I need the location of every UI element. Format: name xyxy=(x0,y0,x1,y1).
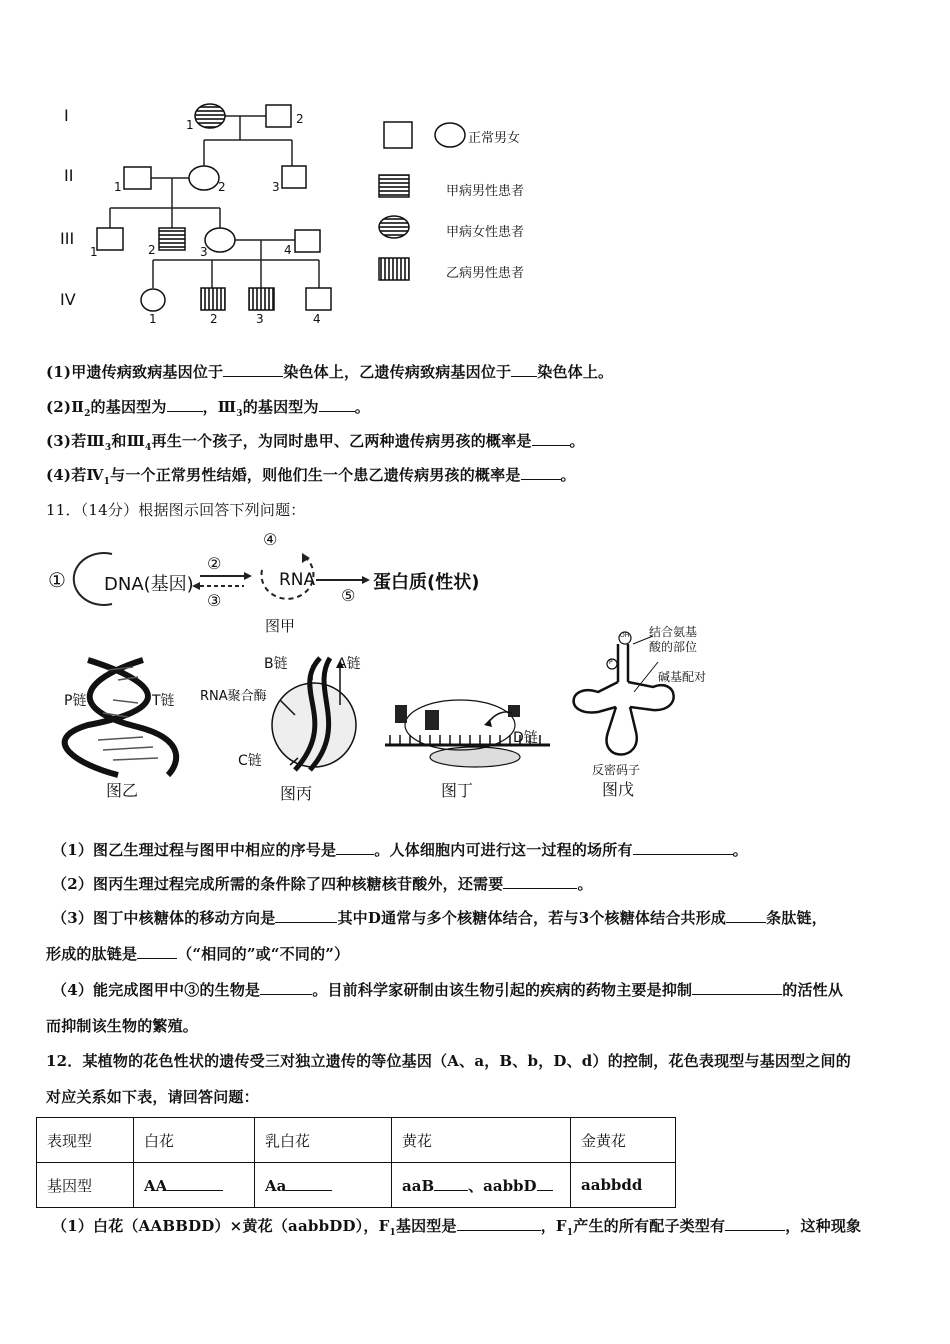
label-c5: ⑤ xyxy=(341,586,356,605)
q12-heading-2: 对应关系如下表，请回答问题： xyxy=(46,1088,259,1106)
label-c4: ④ xyxy=(263,530,278,549)
member-number: 4 xyxy=(313,312,321,326)
legend-normal-label: 正常男女 xyxy=(468,131,521,146)
answer-blank[interactable] xyxy=(275,907,337,923)
member-number: 3 xyxy=(272,180,280,194)
text: 的基因型为 xyxy=(242,398,319,416)
answer-blank[interactable] xyxy=(692,979,782,995)
text: (1)甲遗传病致病基因位于 xyxy=(46,363,224,381)
legend-a-male-label: 甲病男性患者 xyxy=(446,184,525,199)
text: 形成的肽链是 xyxy=(46,945,138,963)
table-row xyxy=(37,1163,676,1208)
text: ，这种现象 xyxy=(785,1217,862,1235)
text: 3 xyxy=(578,909,590,927)
label-rna-polymerase: RNA聚合酶 xyxy=(200,689,267,704)
text: 。目前科学家研制由该生物引起的疾病的药物主要是抑制 xyxy=(312,981,693,999)
text: 。 xyxy=(577,875,593,893)
legend-normal-female-symbol xyxy=(435,123,465,147)
table-row xyxy=(37,1118,676,1163)
text: （2）图丙生理过程完成所需的条件除了四种核糖核苷酸外，还需要 xyxy=(52,875,504,893)
cell-text: 、aabbD xyxy=(468,1176,537,1195)
label-t-chain: T链 xyxy=(152,693,175,709)
member-number: 4 xyxy=(284,243,292,257)
label-protein: 蛋白质(性状) xyxy=(373,572,480,593)
table-cell xyxy=(392,1163,571,1208)
answer-blank[interactable] xyxy=(286,1175,332,1191)
member-number: 1 xyxy=(114,180,122,194)
fig-bing-caption: 图丙 xyxy=(280,784,313,803)
cell-text: aaB xyxy=(402,1176,435,1195)
text: (4)若Ⅳ xyxy=(46,466,104,484)
answer-blank[interactable] xyxy=(725,1215,785,1231)
q11-line-3 xyxy=(52,907,827,928)
III2-affected-a-male xyxy=(159,228,185,250)
answer-blank[interactable] xyxy=(503,873,577,889)
I1-affected-female xyxy=(195,104,225,128)
text: （1）图乙生理过程与图甲中相应的序号是 xyxy=(52,841,337,859)
generation-label-II: II xyxy=(64,166,74,185)
text: (2) xyxy=(46,398,72,416)
table-cell: aabbdd xyxy=(571,1163,676,1208)
cell-text: Aa xyxy=(265,1177,287,1195)
table-cell: 表现型 xyxy=(37,1118,134,1163)
IV2-affected-b-male xyxy=(201,288,225,310)
label-aa-site-2: 酸的部位 xyxy=(649,640,698,654)
label-dna: DNA(基因) xyxy=(104,574,194,595)
label-c2: ② xyxy=(207,554,222,573)
text: （“相同的”或“不同的”） xyxy=(177,945,350,963)
label-a-chain: A链 xyxy=(337,656,361,672)
q11-line-1 xyxy=(52,839,748,860)
table-cell: 基因型 xyxy=(37,1163,134,1208)
answer-blank[interactable] xyxy=(223,361,283,377)
text: D xyxy=(367,909,382,927)
text: 的基因型为 xyxy=(90,398,167,416)
text: （3）图丁中核糖体的移动方向是 xyxy=(52,909,276,927)
IV4-normal-male xyxy=(306,288,331,310)
label-c-chain: C链 xyxy=(238,753,262,769)
member-number: 1 xyxy=(149,312,157,326)
member-number: 2 xyxy=(148,243,156,257)
member-number: 2 xyxy=(296,112,304,126)
text: 个核糖体结合共形成 xyxy=(589,909,727,927)
label-p-chain: P链 xyxy=(64,693,87,709)
table-cell: 金黄花 xyxy=(571,1118,676,1163)
q12-line-1 xyxy=(52,1215,861,1238)
text: 。人体细胞内可进行这一过程的场所有 xyxy=(374,841,633,859)
answer-blank[interactable] xyxy=(260,979,312,995)
III1-normal-male xyxy=(97,228,123,250)
label-d-chain: D链 xyxy=(513,730,538,746)
dna-helix-figure xyxy=(58,655,198,780)
table-cell xyxy=(255,1163,392,1208)
p-label: P xyxy=(609,659,613,666)
member-number: 1 xyxy=(186,118,194,132)
text: 产生的所有配子类型有 xyxy=(573,1217,726,1235)
label-base-pair: 碱基配对 xyxy=(658,670,707,684)
legend-a-female-symbol xyxy=(379,216,409,238)
text: 。 xyxy=(354,398,370,416)
fig-ding-caption: 图丁 xyxy=(441,781,474,800)
text: 与一个正常男性结婚，则他们生一个患乙遗传病男孩的概率是 xyxy=(110,466,521,484)
generation-label-I: I xyxy=(64,106,69,125)
q11-line-4 xyxy=(52,979,843,1000)
II1-normal-male xyxy=(124,167,151,189)
label-aa-site-1: 结合氨基 xyxy=(649,625,698,639)
label-rna: RNA xyxy=(279,570,316,590)
text: ，Ⅲ xyxy=(202,398,237,416)
table-cell: 乳白花 xyxy=(255,1118,392,1163)
text: 再生一个孩子，为同时患甲、乙两种遗传病男孩的概率是 xyxy=(151,432,532,450)
member-number: 2 xyxy=(210,312,218,326)
member-number: 2 xyxy=(218,180,226,194)
legend-a-female-label: 甲病女性患者 xyxy=(446,225,525,240)
subscript: 3 xyxy=(104,443,112,453)
answer-blank[interactable] xyxy=(167,396,203,412)
member-number: 1 xyxy=(90,245,98,259)
table-cell: 白花 xyxy=(134,1118,255,1163)
text: 的活性从 xyxy=(782,981,844,999)
subscript: 4 xyxy=(145,443,152,453)
legend-a-male-symbol xyxy=(379,175,409,197)
text: 和Ⅲ xyxy=(111,432,146,450)
text: (3)若Ⅲ xyxy=(46,432,105,450)
text: 其中 xyxy=(337,909,368,927)
III4-normal-male xyxy=(295,230,320,252)
label-c1: ① xyxy=(48,568,66,592)
answer-blank[interactable] xyxy=(633,839,733,855)
answer-blank[interactable] xyxy=(532,430,570,446)
q10-line-1 xyxy=(46,361,613,382)
generation-label-III: III xyxy=(60,229,75,248)
generation-label-IV: IV xyxy=(60,290,76,309)
text: ，F xyxy=(540,1217,567,1235)
q10-line-2 xyxy=(46,396,370,419)
IV3-affected-b-male xyxy=(249,288,274,310)
text: 。 xyxy=(732,841,748,859)
table-cell: 黄花 xyxy=(392,1118,571,1163)
q11-line-3b xyxy=(46,943,349,964)
II2-normal-female xyxy=(189,166,219,190)
answer-blank[interactable] xyxy=(167,1175,223,1191)
answer-blank[interactable] xyxy=(521,464,561,480)
fig-jia-caption: 图甲 xyxy=(265,617,296,635)
legend-normal-male-symbol xyxy=(384,122,412,148)
text: （4）能完成图甲中③的生物是 xyxy=(52,981,261,999)
text: 条肽链， xyxy=(766,909,827,927)
label-c3: ③ xyxy=(207,591,222,610)
q11-heading: 11．（14分）根据图示回答下列问题： xyxy=(46,501,306,519)
answer-blank[interactable] xyxy=(537,1175,553,1191)
q10-line-3 xyxy=(46,430,585,453)
answer-blank[interactable] xyxy=(319,396,355,412)
subscript: 1 xyxy=(389,1228,396,1238)
text: 。 xyxy=(569,432,585,450)
text: 染色体上，乙遗传病致病基因位于 xyxy=(283,363,512,381)
IV1-normal-female xyxy=(141,289,165,311)
subscript: 1 xyxy=(566,1228,574,1238)
text: 。 xyxy=(560,466,576,484)
text: 染色体上。 xyxy=(537,363,614,381)
subscript: 2 xyxy=(84,409,91,419)
I2-normal-male xyxy=(266,105,291,127)
III3-normal-female xyxy=(205,228,235,252)
table-cell xyxy=(134,1163,255,1208)
subscript: 3 xyxy=(236,409,243,419)
text: 基因型是 xyxy=(395,1217,457,1235)
II3-normal-male xyxy=(282,166,306,188)
answer-blank[interactable] xyxy=(336,839,374,855)
genotype-table xyxy=(36,1117,676,1208)
q11-line-4b xyxy=(46,1015,198,1036)
label-anticodon: 反密码子 xyxy=(592,763,641,777)
q12-heading-1: 12．某植物的花色性状的遗传受三对独立遗传的等位基因（A、a，B、b，D、d）的控制，花色表现型与基因型之间的 xyxy=(46,1052,851,1070)
q11-line-2 xyxy=(52,873,593,894)
text: Ⅱ xyxy=(71,398,85,416)
q10-line-4 xyxy=(46,464,576,487)
answer-blank[interactable] xyxy=(457,1215,541,1231)
answer-blank[interactable] xyxy=(511,361,537,377)
text: 通常与多个核糖体结合，若与 xyxy=(381,909,579,927)
text: （1）白花（AABBDD）×黄花（aabbDD），F xyxy=(52,1217,390,1235)
legend-b-male-label: 乙病男性患者 xyxy=(446,266,525,281)
member-number: 3 xyxy=(256,312,264,326)
text: 而抑制该生物的繁殖。 xyxy=(46,1017,199,1035)
oh-label: OH xyxy=(620,632,630,639)
label-b-chain: B链 xyxy=(264,656,288,672)
cell-text: AA xyxy=(144,1177,168,1195)
member-number: 3 xyxy=(200,245,208,259)
answer-blank[interactable] xyxy=(726,907,766,923)
answer-blank[interactable] xyxy=(137,943,177,959)
fig-yi-caption: 图乙 xyxy=(106,781,139,800)
legend-b-male-symbol xyxy=(379,258,409,280)
subscript: 1 xyxy=(103,477,111,487)
fig-wu-caption: 图戊 xyxy=(602,780,635,799)
answer-blank[interactable] xyxy=(434,1175,468,1191)
